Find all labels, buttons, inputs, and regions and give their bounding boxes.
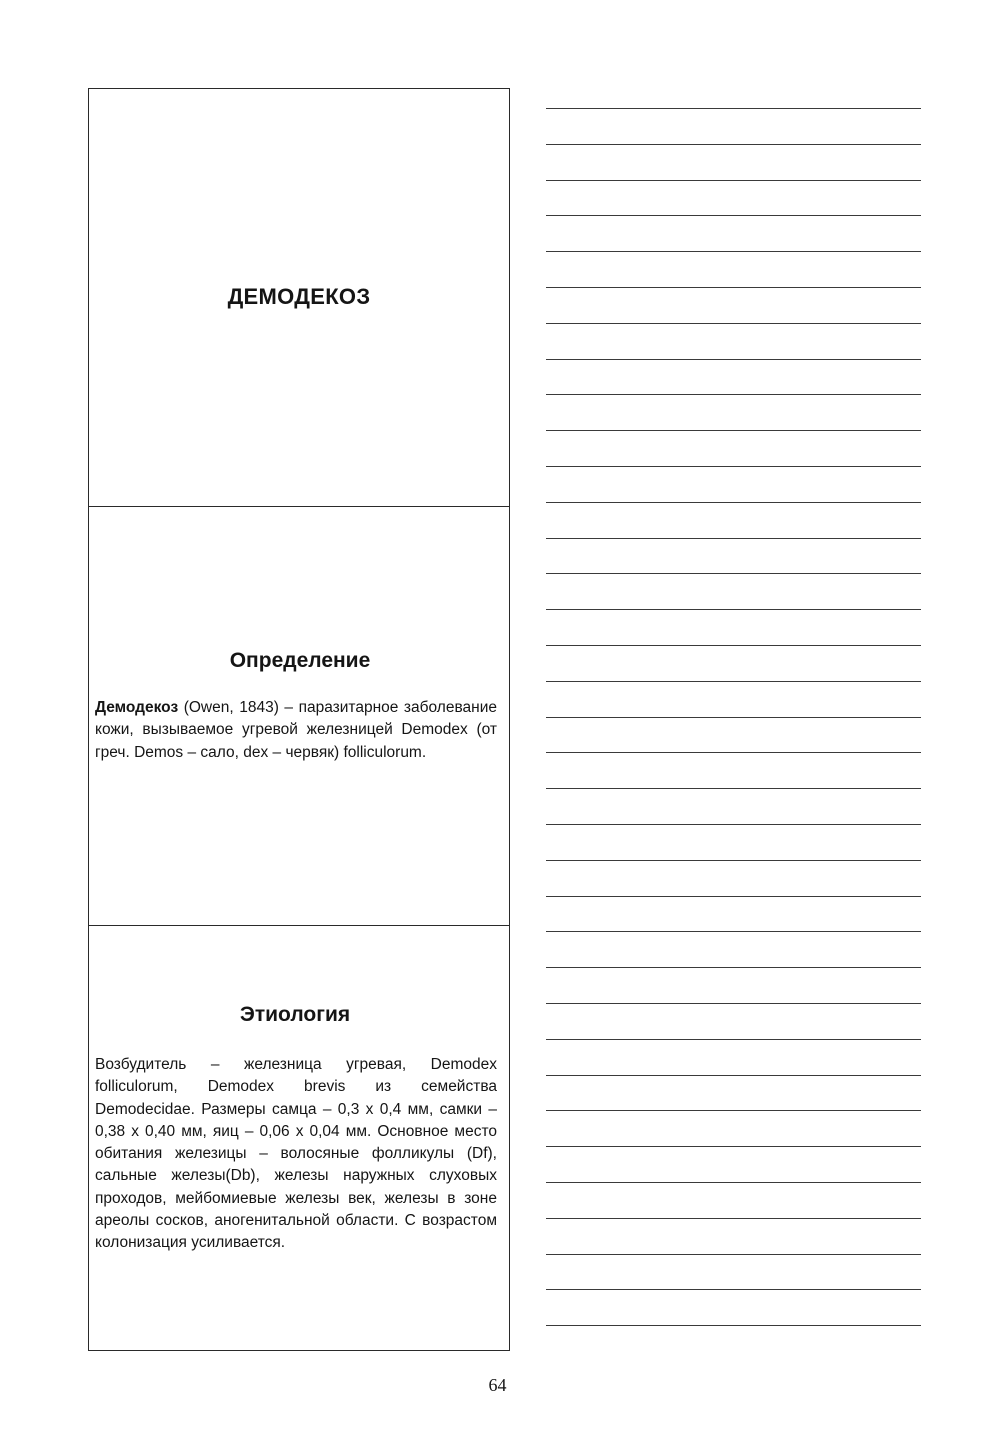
writing-line: [546, 1182, 921, 1183]
writing-line: [546, 1075, 921, 1076]
writing-line: [546, 1218, 921, 1219]
writing-line: [546, 1039, 921, 1040]
writing-line: [546, 824, 921, 825]
writing-line: [546, 967, 921, 968]
writing-line: [546, 251, 921, 252]
writing-line: [546, 752, 921, 753]
writing-line: [546, 538, 921, 539]
writing-line: [546, 860, 921, 861]
content-card: [88, 88, 510, 1351]
writing-line: [546, 788, 921, 789]
definition-section: [89, 507, 509, 926]
writing-line: [546, 931, 921, 932]
writing-line: [546, 144, 921, 145]
writing-line: [546, 502, 921, 503]
writing-line: [546, 1325, 921, 1326]
writing-line: [546, 645, 921, 646]
writing-line: [546, 1110, 921, 1111]
writing-line: [546, 108, 921, 109]
writing-line: [546, 1289, 921, 1290]
etiology-text: Возбудитель – железница угревая, Demodex folliculorum, Demodex brevis из семейства Demodecidae. Размеры самца – 0,3 х 0,4 мм, самки – 0,38 х 0,40 мм, яиц – 0,06 х 0,04 мм. Основное место обитания железицы – волосяные фолликулы (Df), сальные железы(Db), железы наружных слуховых проходов, мейбомиевые железы век, железы в зоне ареолы сосков, аногенитальной области. С возрастом колонизация усиливается.: [95, 1056, 497, 1252]
page-title: ДЕМОДЕКОЗ: [227, 284, 371, 309]
writing-line: [546, 573, 921, 574]
writing-line: [546, 430, 921, 431]
page-number: 64: [488, 1375, 507, 1395]
etiology-heading: Этиология: [239, 1003, 351, 1026]
writing-line: [546, 1003, 921, 1004]
definition-term: Демодекоз: [95, 699, 179, 716]
writing-line: [546, 180, 921, 181]
writing-line: [546, 896, 921, 897]
definition-body: (Owen, 1843) – паразитарное заболевание кожи, вызываемое угревой железницей Demodex (от греч. Demos – сало, dex – червяк) folliculorum.: [95, 699, 497, 761]
etiology-section: [89, 926, 509, 1351]
writing-line: [546, 287, 921, 288]
writing-line: [546, 215, 921, 216]
writing-line: [546, 394, 921, 395]
writing-line: [546, 466, 921, 467]
writing-line: [546, 1254, 921, 1255]
definition-heading: Определение: [229, 649, 371, 672]
writing-line: [546, 609, 921, 610]
writing-line: [546, 359, 921, 360]
notes-lines-area: [546, 108, 921, 1343]
writing-line: [546, 323, 921, 324]
title-section: [89, 89, 509, 507]
writing-line: [546, 681, 921, 682]
writing-line: [546, 1146, 921, 1147]
definition-text: [95, 697, 497, 764]
writing-line: [546, 717, 921, 718]
